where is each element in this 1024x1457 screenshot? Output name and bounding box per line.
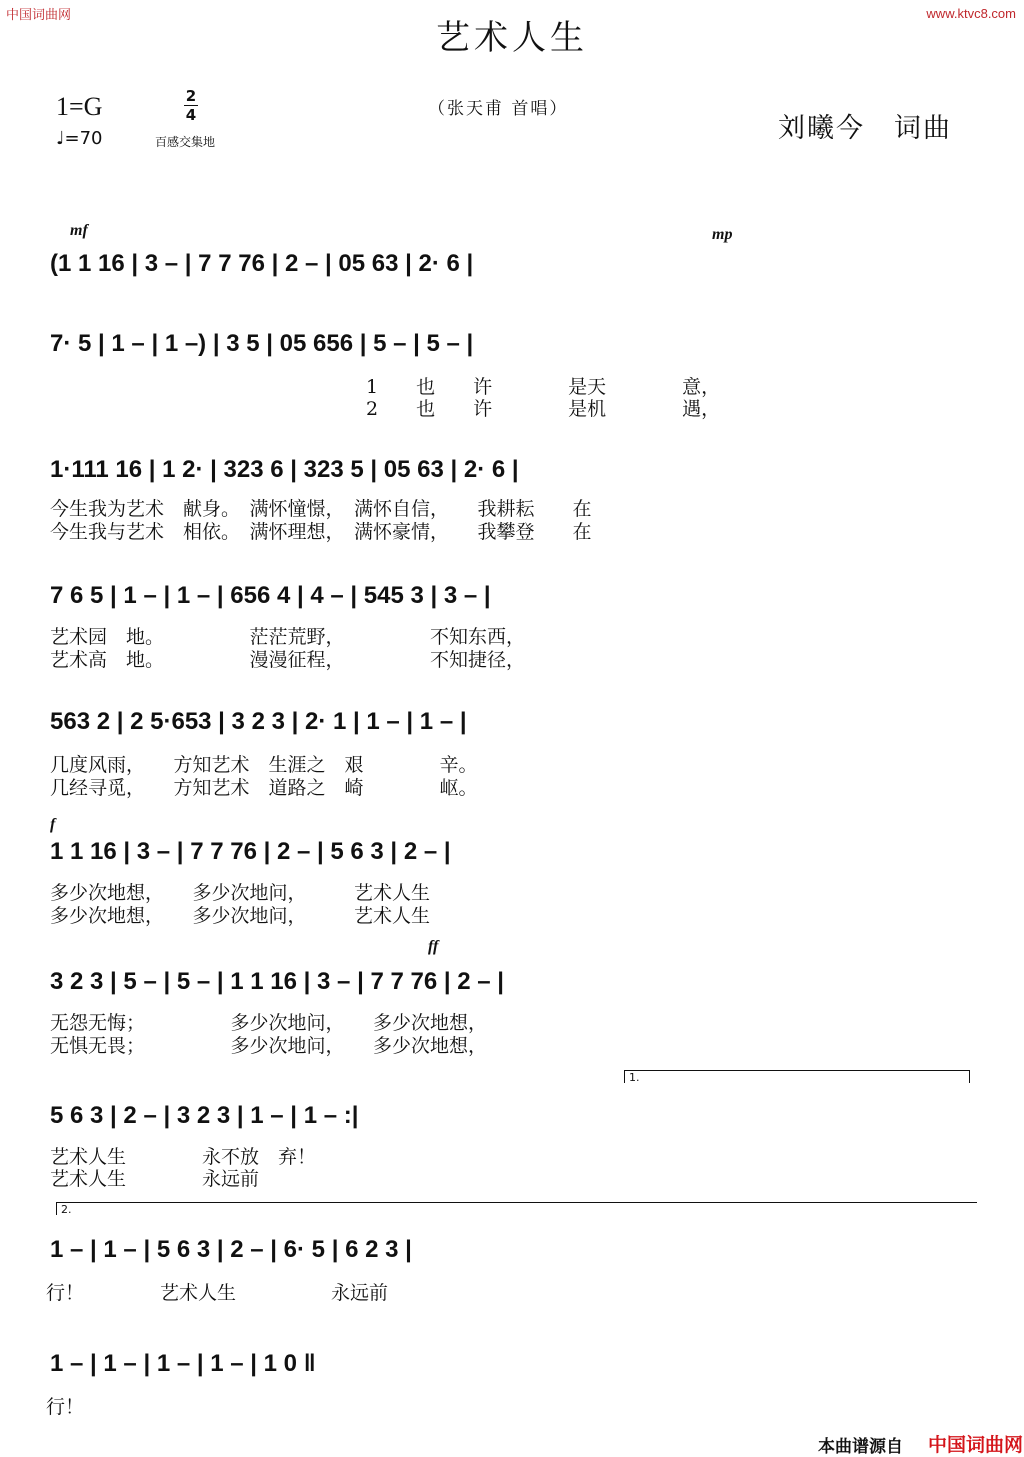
lyric-row-4-verse-2: 艺术高 地。 漫漫征程， 不知捷径， — [50, 649, 526, 671]
notation-row-5: 563 2 | 2 5·653 | 3 2 3 | 2· 1 | 1 – | 1 – | — [50, 708, 467, 735]
time-sig-top: 2 — [185, 87, 197, 105]
notation-row-2: 7· 5 | 1 – | 1 –) | 3 5 | 05 656 | 5 – | 5 – | — [50, 330, 474, 357]
volta-second-label: 2. — [61, 1203, 72, 1216]
watermark-right: www.ktvc8.com — [926, 6, 1016, 21]
volta-second — [56, 1202, 977, 1215]
lyric-row-10-verse-1: 行！ — [46, 1396, 85, 1418]
lyric-row-6-verse-1: 多少次地想， 多少次地问， 艺术人生 — [50, 882, 431, 904]
dynamic-mf: mf — [70, 222, 88, 239]
notation-row-9: 1 – | 1 – | 5 6 3 | 2 – | 6· 5 | 6 2 3 | — [50, 1236, 412, 1263]
notation-row-6: 1 1 16 | 3 – | 7 7 76 | 2 – | 5 6 3 | 2 – | — [50, 838, 451, 865]
lyric-row-3-verse-1: 今生我为艺术 献身。 满怀憧憬， 满怀自信， 我耕耘 在 — [50, 498, 592, 520]
watermark-left: 中国词曲网 — [6, 7, 72, 22]
footer-brand: 中国词曲网 — [928, 1434, 1024, 1456]
lyric-row-8-verse-2: 艺术人生 永远前 — [50, 1168, 260, 1190]
time-signature — [184, 88, 198, 123]
notation-row-3: 1·111 16 | 1 2· | 323 6 | 323 5 | 05 63 | 2· 6 | — [50, 456, 519, 483]
notation-row-1: (1 1 16 | 3 – | 7 7 76 | 2 – | 05 63 | 2· 6 | — [50, 250, 474, 277]
mood-marking: 百感交集地 — [155, 135, 216, 149]
notation-row-8: 5 6 3 | 2 – | 3 2 3 | 1 – | 1 – :| — [50, 1102, 359, 1129]
composer-credit: 刘曦今 词曲 — [778, 113, 952, 144]
notation-row-7: 3 2 3 | 5 – | 5 – | 1 1 16 | 3 – | 7 7 76 | 2 – | — [50, 968, 504, 995]
key-signature: 1=G — [56, 92, 103, 121]
lyric-row-2-verse-2: 2 也 许 是机 遇， — [366, 398, 721, 420]
lyric-row-9-verse-1: 行！ 艺术人生 永远前 — [46, 1282, 389, 1304]
notation-row-10: 1 – | 1 – | 1 – | 1 – | 1 0 ‖ — [50, 1350, 316, 1377]
lyric-row-5-verse-2: 几经寻觅， 方知艺术 道路之 崎 岖。 — [50, 777, 478, 799]
dynamic-ff: ff — [428, 938, 439, 955]
volta-first-label: 1. — [629, 1071, 640, 1084]
lyric-row-5-verse-1: 几度风雨， 方知艺术 生涯之 艰 辛。 — [50, 754, 478, 776]
lyric-row-7-verse-1: 无怨无悔； 多少次地问， 多少次地想， — [50, 1012, 488, 1034]
singer-credit: （张天甫 首唱） — [428, 99, 569, 119]
lyric-row-3-verse-2: 今生我与艺术 相依。 满怀理想， 满怀豪情， 我攀登 在 — [50, 521, 592, 543]
lyric-row-2-verse-1: 1 也 许 是天 意， — [366, 376, 721, 398]
lyric-row-7-verse-2: 无惧无畏； 多少次地问， 多少次地想， — [50, 1035, 488, 1057]
footer-source: 本曲谱源自 — [818, 1437, 903, 1457]
notation-row-4: 7 6 5 | 1 – | 1 – | 656 4 | 4 – | 545 3 | 3 – | — [50, 582, 491, 609]
dynamic-f: f — [50, 816, 56, 833]
lyric-row-8-verse-1: 艺术人生 永不放 弃！ — [50, 1146, 317, 1168]
lyric-row-6-verse-2: 多少次地想， 多少次地问， 艺术人生 — [50, 905, 431, 927]
lyric-row-4-verse-1: 艺术园 地。 茫茫荒野， 不知东西， — [50, 626, 526, 648]
volta-first — [624, 1070, 970, 1083]
time-sig-bottom: 4 — [185, 106, 197, 124]
dynamic-mp: mp — [712, 226, 733, 243]
tempo-mark: ♩=70 — [56, 128, 103, 149]
page-title: 艺术人生 — [436, 18, 588, 58]
